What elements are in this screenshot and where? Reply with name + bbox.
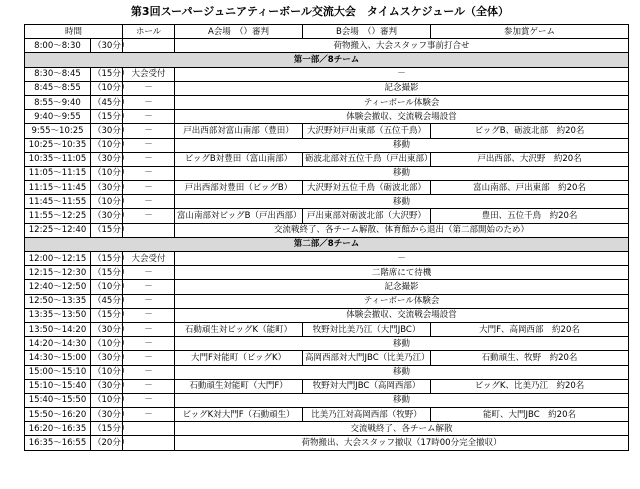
venue-b-match: 大沢野対五位千鳥（砺波北部）	[303, 181, 431, 195]
time-range: 15:00～15:10	[25, 365, 91, 379]
duration: （30分）	[91, 152, 123, 166]
schedule-row	[25, 223, 629, 237]
venue-a-match: 大門F対能町（ビッグK）	[175, 351, 303, 365]
activity-cell: 移動	[175, 138, 629, 152]
prize-game-participants: 富山南部、戸出東部 約20名	[431, 181, 629, 195]
header-venue-b: B会場 （）審判	[303, 25, 431, 39]
schedule-row	[25, 436, 629, 450]
hall-cell: 大会受付	[123, 67, 175, 81]
schedule-row	[25, 266, 629, 280]
hall-cell: －	[123, 308, 175, 322]
hall-cell: －	[123, 266, 175, 280]
duration: （10分）	[91, 280, 123, 294]
time-range: 13:35～13:50	[25, 308, 91, 322]
time-range: 15:40～15:50	[25, 393, 91, 407]
time-range: 12:00～12:15	[25, 252, 91, 266]
duration: （10分）	[91, 81, 123, 95]
activity-cell: 移動	[175, 393, 629, 407]
schedule-row	[25, 138, 629, 152]
schedule-row	[25, 422, 629, 436]
venue-b-match: 高岡西部対大門JBC（比美乃江）	[303, 351, 431, 365]
schedule-row	[25, 81, 629, 95]
hall-cell: －	[123, 337, 175, 351]
hall-cell	[123, 422, 175, 436]
schedule-body	[25, 25, 629, 451]
hall-cell: 大会受付	[123, 252, 175, 266]
header-time: 時間	[25, 25, 123, 39]
hall-cell: －	[123, 280, 175, 294]
duration: （45分）	[91, 95, 123, 109]
duration: （30分）	[91, 379, 123, 393]
time-range: 9:40～9:55	[25, 110, 91, 124]
time-range: 8:55～9:40	[25, 95, 91, 109]
prize-game-participants: ビッグK、比美乃江 約20名	[431, 379, 629, 393]
hall-cell: －	[123, 351, 175, 365]
time-range: 8:30～8:45	[25, 67, 91, 81]
hall-cell: －	[123, 81, 175, 95]
duration: （10分）	[91, 337, 123, 351]
schedule-row	[25, 408, 629, 422]
venue-a-match: 石動頑生対能町（大門F）	[175, 379, 303, 393]
hall-cell: －	[123, 95, 175, 109]
schedule-row	[25, 294, 629, 308]
time-range: 9:55～10:25	[25, 124, 91, 138]
schedule-row	[25, 124, 629, 138]
duration: （10分）	[91, 166, 123, 180]
activity-cell: 交流戦終了、各チーム解散、体育館から退出（第二部開始のため）	[175, 223, 629, 237]
hall-cell: －	[123, 152, 175, 166]
time-range: 14:20～14:30	[25, 337, 91, 351]
activity-cell: 移動	[175, 195, 629, 209]
schedule-row	[25, 95, 629, 109]
time-range: 14:30～15:00	[25, 351, 91, 365]
schedule-row	[25, 351, 629, 365]
schedule-row	[25, 337, 629, 351]
time-range: 12:50～13:35	[25, 294, 91, 308]
venue-b-match: 比美乃江対高岡西部（牧野）	[303, 408, 431, 422]
venue-b-match: 大沢野対戸出東部（五位千鳥）	[303, 124, 431, 138]
venue-b-match: 戸出東部対砺波北部（大沢野）	[303, 209, 431, 223]
duration: （30分）	[91, 351, 123, 365]
schedule-row	[25, 365, 629, 379]
prize-game-participants: 豊田、五位千鳥 約20名	[431, 209, 629, 223]
hall-cell: －	[123, 365, 175, 379]
duration: （15分）	[91, 422, 123, 436]
activity-cell: －	[175, 67, 629, 81]
activity-cell: －	[175, 252, 629, 266]
duration: （45分）	[91, 294, 123, 308]
venue-b-match: 牧野対比美乃江（大門JBC）	[303, 322, 431, 336]
prize-game-participants: 大門F、高岡西部 約20名	[431, 322, 629, 336]
schedule-row	[25, 308, 629, 322]
prize-game-participants: ビッグB、砺波北部 約20名	[431, 124, 629, 138]
duration: （30分）	[91, 124, 123, 138]
hall-cell: －	[123, 379, 175, 393]
duration: （15分）	[91, 266, 123, 280]
schedule-row	[25, 379, 629, 393]
schedule-row	[25, 322, 629, 336]
activity-cell: 荷物搬出、大会スタッフ撤収（17時00分完全撤収）	[175, 436, 629, 450]
prize-game-participants: 石動頑生、牧野 約20名	[431, 351, 629, 365]
venue-a-match: ビッグB対豊田（富山南部）	[175, 152, 303, 166]
hall-cell	[123, 223, 175, 237]
hall-cell	[123, 39, 175, 53]
time-range: 16:35～16:55	[25, 436, 91, 450]
schedule-table	[24, 24, 629, 451]
activity-cell: 移動	[175, 337, 629, 351]
venue-a-match: 石動頑生対ビッグK（能町）	[175, 322, 303, 336]
schedule-row	[25, 110, 629, 124]
duration: （20分）	[91, 436, 123, 450]
schedule-row	[25, 252, 629, 266]
schedule-row	[25, 393, 629, 407]
duration: （15分）	[91, 223, 123, 237]
schedule-row	[25, 39, 629, 53]
duration: （30分）	[91, 408, 123, 422]
schedule-row	[25, 67, 629, 81]
schedule-row	[25, 195, 629, 209]
activity-cell: 記念撮影	[175, 81, 629, 95]
activity-cell: 移動	[175, 166, 629, 180]
section-row	[25, 237, 629, 251]
duration: （15分）	[91, 67, 123, 81]
hall-cell: －	[123, 195, 175, 209]
activity-cell: 移動	[175, 365, 629, 379]
activity-cell: 二階席にて待機	[175, 266, 629, 280]
hall-cell	[123, 436, 175, 450]
duration: （30分）	[91, 181, 123, 195]
time-range: 10:35～11:05	[25, 152, 91, 166]
activity-cell: 交流戦終了、各チーム解散	[175, 422, 629, 436]
schedule-row	[25, 152, 629, 166]
header-venue-a: A会場 （）審判	[175, 25, 303, 39]
activity-cell: 記念撮影	[175, 280, 629, 294]
section-title: 第二部／8チーム	[25, 237, 629, 251]
section-title: 第一部／8チーム	[25, 53, 629, 67]
venue-a-match: ビッグK対大門F（石動頑生）	[175, 408, 303, 422]
time-range: 11:15～11:45	[25, 181, 91, 195]
schedule-row	[25, 166, 629, 180]
venue-a-match: 戸出西部対富山南部（豊田）	[175, 124, 303, 138]
time-range: 15:10～15:40	[25, 379, 91, 393]
header-hall: ホール	[123, 25, 175, 39]
activity-cell: 体験会撤収、交流戦会場設営	[175, 308, 629, 322]
time-range: 11:45～11:55	[25, 195, 91, 209]
duration: （15分）	[91, 110, 123, 124]
venue-a-match: 戸出西部対豊田（ビッグB）	[175, 181, 303, 195]
time-range: 8:45～8:55	[25, 81, 91, 95]
activity-cell: 荷物搬入、大会スタッフ事前打合せ	[175, 39, 629, 53]
hall-cell: －	[123, 393, 175, 407]
time-range: 12:25～12:40	[25, 223, 91, 237]
duration: （15分）	[91, 252, 123, 266]
activity-cell: 体験会撤収、交流戦会場設営	[175, 110, 629, 124]
prize-game-participants: 戸出西部、大沢野 約20名	[431, 152, 629, 166]
time-range: 11:55～12:25	[25, 209, 91, 223]
time-range: 13:50～14:20	[25, 322, 91, 336]
duration: （30分）	[91, 39, 123, 53]
duration: （10分）	[91, 138, 123, 152]
header-row	[25, 25, 629, 39]
time-range: 16:20～16:35	[25, 422, 91, 436]
venue-b-match: 砺波北部対五位千鳥（戸出東部）	[303, 152, 431, 166]
duration: （10分）	[91, 393, 123, 407]
hall-cell: －	[123, 408, 175, 422]
time-range: 11:05～11:15	[25, 166, 91, 180]
venue-b-match: 牧野対大門JBC（高岡西部）	[303, 379, 431, 393]
duration: （15分）	[91, 308, 123, 322]
hall-cell: －	[123, 181, 175, 195]
schedule-row	[25, 280, 629, 294]
activity-cell: ティーボール体験会	[175, 95, 629, 109]
time-range: 12:40～12:50	[25, 280, 91, 294]
time-range: 8:00～8:30	[25, 39, 91, 53]
duration: （10分）	[91, 195, 123, 209]
duration: （30分）	[91, 209, 123, 223]
hall-cell: －	[123, 294, 175, 308]
time-range: 12:15～12:30	[25, 266, 91, 280]
hall-cell: －	[123, 166, 175, 180]
venue-a-match: 富山南部対ビッグB（戸出西部）	[175, 209, 303, 223]
hall-cell: －	[123, 110, 175, 124]
activity-cell: ティーボール体験会	[175, 294, 629, 308]
prize-game-participants: 能町、大門JBC 約20名	[431, 408, 629, 422]
time-range: 10:25～10:35	[25, 138, 91, 152]
hall-cell: －	[123, 124, 175, 138]
header-prize-game: 参加賞ゲーム	[431, 25, 629, 39]
hall-cell: －	[123, 138, 175, 152]
page-title: 第3回スーパージュニアティーボール交流大会 タイムスケジュール（全体）	[130, 5, 510, 18]
duration: （10分）	[91, 365, 123, 379]
section-row	[25, 53, 629, 67]
hall-cell: －	[123, 322, 175, 336]
time-range: 15:50～16:20	[25, 408, 91, 422]
schedule-row	[25, 209, 629, 223]
schedule-row	[25, 181, 629, 195]
duration: （30分）	[91, 322, 123, 336]
hall-cell: －	[123, 209, 175, 223]
